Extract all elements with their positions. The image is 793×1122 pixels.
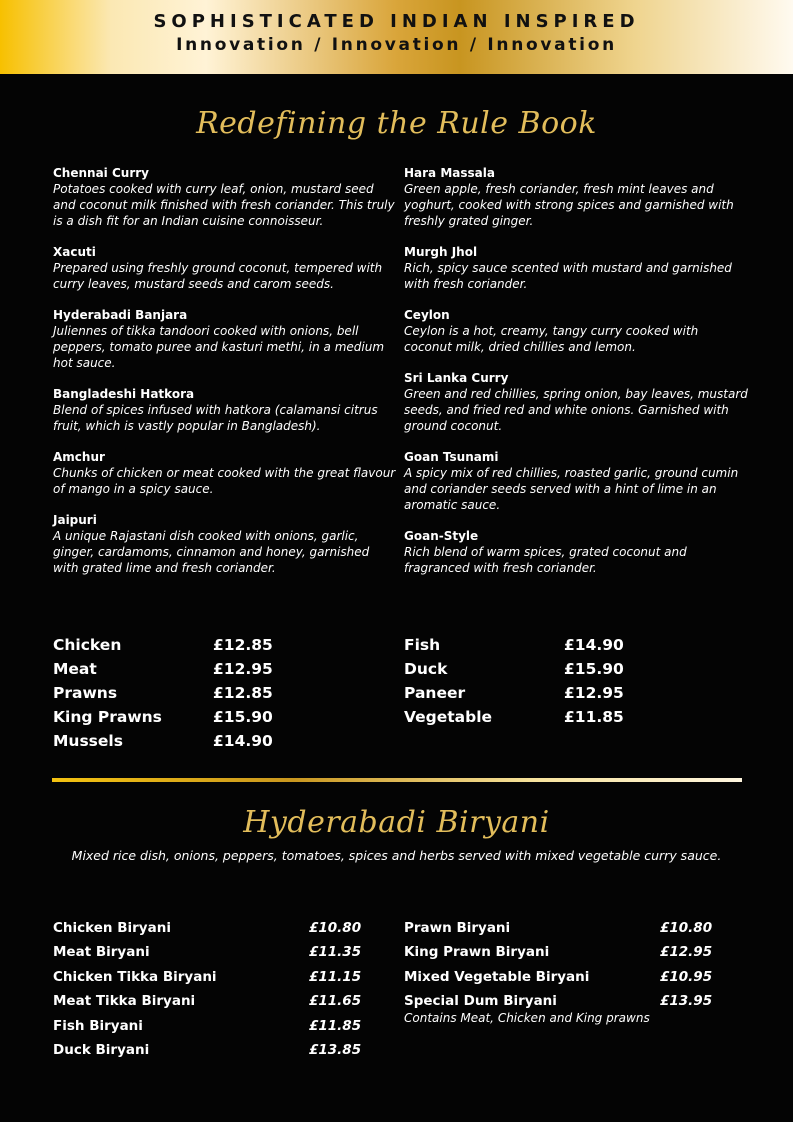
dish-description: Prepared using freshly ground coconut, tempered with curry leaves, mustard seeds and carom seeds. <box>53 261 383 291</box>
price-row <box>53 681 353 705</box>
dish-description: Green and red chillies, spring onion, bay leaves, mustard seeds, and fried red and white onions. Garnished with ground coconut. <box>404 387 748 433</box>
header-tagline: SOPHISTICATED INDIAN INSPIRED <box>153 11 640 32</box>
dish-name: Goan-Style <box>404 529 479 543</box>
biryani-row <box>404 919 744 943</box>
biryani-name: Mixed Vegetable Biryani <box>404 968 590 985</box>
dish-name: Hara Massala <box>404 166 495 180</box>
dish-description: Potatoes cooked with curry leaf, onion, mustard seed and coconut milk finished with fresh coriander. This truly is a dish fit for an Indian cuisine connoisseur. <box>53 182 395 228</box>
protein-name: Meat <box>53 660 97 678</box>
dish-name: Jaipuri <box>53 513 97 527</box>
protein-price: £12.95 <box>213 660 273 678</box>
biryani-name: Meat Biryani <box>53 944 150 961</box>
dish-item <box>53 386 398 434</box>
price-list-left <box>53 633 353 753</box>
biryani-name: Prawn Biryani <box>404 920 511 936</box>
dish-item <box>404 528 749 576</box>
dish-description: Juliennes of tikka tandoori cooked with onions, bell peppers, tomato puree and kasturi methi, in a medium hot sauce. <box>53 324 385 370</box>
protein-price: £12.95 <box>564 684 624 702</box>
biryani-price: £11.15 <box>309 968 362 985</box>
dish-description: Blend of spices infused with hatkora (calamansi citrus fruit, which is vastly popular in Bangladesh). <box>53 403 378 433</box>
biryani-row <box>53 943 363 967</box>
biryani-name: Chicken Biryani <box>53 920 171 936</box>
biryani-row <box>404 943 744 967</box>
dish-column-right <box>404 165 749 591</box>
gold-divider <box>52 778 742 782</box>
dish-item <box>53 165 398 229</box>
header-banner <box>0 0 793 74</box>
biryani-list-left <box>53 919 363 1065</box>
dish-column-left <box>53 165 398 591</box>
dish-name: Ceylon <box>404 308 450 322</box>
protein-name: Paneer <box>404 684 466 702</box>
biryani-row <box>53 992 363 1016</box>
price-list-right <box>404 633 704 729</box>
protein-name: Chicken <box>53 636 122 654</box>
biryani-row <box>404 968 744 992</box>
dish-description: Rich, spicy sauce scented with mustard and garnished with fresh coriander. <box>404 261 732 291</box>
biryani-price: £10.95 <box>660 968 713 985</box>
protein-price: £11.85 <box>564 708 624 726</box>
price-row <box>404 633 704 657</box>
dish-name: Amchur <box>53 450 105 464</box>
header-subtagline: Innovation / Innovation / Innovation <box>176 35 617 55</box>
biryani-price: £11.85 <box>309 1017 362 1034</box>
protein-price: £12.85 <box>213 684 273 702</box>
dish-description: Rich blend of warm spices, grated coconut and fragranced with fresh coriander. <box>404 545 687 575</box>
biryani-price: £11.35 <box>309 944 362 961</box>
protein-price: £14.90 <box>564 636 624 654</box>
biryani-price: £12.95 <box>660 944 713 961</box>
biryani-row <box>404 992 744 1026</box>
price-row <box>53 729 353 753</box>
dish-name: Xacuti <box>53 245 96 259</box>
biryani-name: King Prawn Biryani <box>404 944 550 961</box>
biryani-price: £13.95 <box>660 993 713 1010</box>
protein-price: £15.90 <box>564 660 624 678</box>
biryani-name: Duck Biryani <box>53 1041 150 1058</box>
protein-name: Duck <box>404 660 448 678</box>
biryani-name: Chicken Tikka Biryani <box>53 968 217 985</box>
biryani-row <box>53 1017 363 1041</box>
price-row <box>404 657 704 681</box>
dish-name: Chennai Curry <box>53 166 149 180</box>
dish-description: A spicy mix of red chillies, roasted garlic, ground cumin and coriander seeds served with a hint of lime in an aromatic sauce. <box>404 466 739 512</box>
biryani-subtitle: Mixed rice dish, onions, peppers, tomatoes, spices and herbs served with mixed vegetable curry sauce. <box>71 848 722 863</box>
protein-name: Mussels <box>53 732 123 750</box>
biryani-price: £11.65 <box>309 993 362 1010</box>
biryani-price: £10.80 <box>309 920 362 936</box>
protein-price: £15.90 <box>213 708 273 726</box>
dish-item <box>404 307 749 355</box>
dish-name: Bangladeshi Hatkora <box>53 387 195 401</box>
biryani-note: Contains Meat, Chicken and King prawns <box>404 1011 650 1026</box>
biryani-row <box>53 1041 363 1065</box>
protein-price: £14.90 <box>213 732 273 750</box>
biryani-price: £10.80 <box>660 920 713 936</box>
dish-description: Chunks of chicken or meat cooked with the great flavour of mango in a spicy sauce. <box>53 466 396 496</box>
dish-item <box>53 244 398 292</box>
dish-description: Ceylon is a hot, creamy, tangy curry cooked with coconut milk, dried chillies and lemon. <box>404 324 699 354</box>
dish-item <box>53 512 398 576</box>
price-row <box>404 681 704 705</box>
biryani-name: Special Dum Biryani <box>404 993 557 1010</box>
biryani-row <box>53 968 363 992</box>
dish-name: Sri Lanka Curry <box>404 371 509 385</box>
price-row <box>53 705 353 729</box>
dish-item <box>404 449 749 513</box>
dish-item <box>404 165 749 229</box>
dish-description: Green apple, fresh coriander, fresh mint leaves and yoghurt, cooked with strong spices and garnished with freshly grated ginger. <box>404 182 734 228</box>
biryani-row <box>53 919 363 943</box>
protein-name: Prawns <box>53 684 118 702</box>
dish-name: Goan Tsunami <box>404 450 499 464</box>
protein-name: Vegetable <box>404 708 493 726</box>
biryani-name: Meat Tikka Biryani <box>53 993 196 1010</box>
dish-item <box>53 449 398 497</box>
section-title-rule-book: Redefining the Rule Book <box>196 106 597 141</box>
dish-name: Hyderabadi Banjara <box>53 308 188 322</box>
dish-name: Murgh Jhol <box>404 245 478 259</box>
dish-item <box>53 307 398 371</box>
biryani-price: £13.85 <box>309 1041 362 1058</box>
biryani-list-right <box>404 919 744 1026</box>
price-row <box>53 633 353 657</box>
dish-description: A unique Rajastani dish cooked with onions, garlic, ginger, cardamoms, cinnamon and honey, garnished with grated lime and fresh coriander. <box>53 529 370 575</box>
protein-price: £12.85 <box>213 636 273 654</box>
section-title-biryani: Hyderabadi Biryani <box>243 805 550 840</box>
price-row <box>53 657 353 681</box>
biryani-name: Fish Biryani <box>53 1017 143 1034</box>
protein-name: King Prawns <box>53 708 162 726</box>
protein-name: Fish <box>404 636 441 654</box>
price-row <box>404 705 704 729</box>
dish-item <box>404 244 749 292</box>
dish-item <box>404 370 749 434</box>
